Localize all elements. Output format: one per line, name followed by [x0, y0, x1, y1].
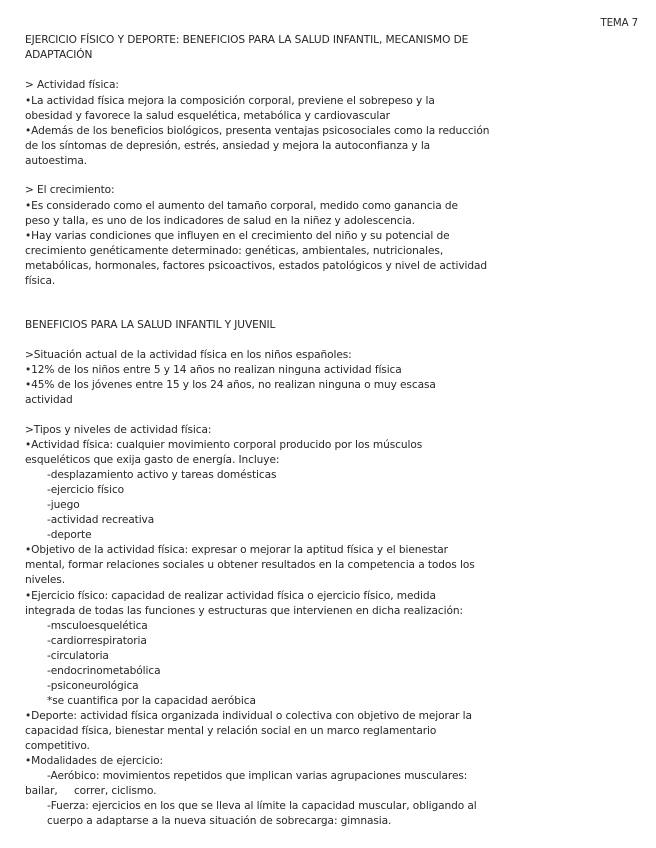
- list-item: -actividad recreativa: [47, 514, 155, 526]
- text-line: •Actividad física: cualquier movimiento corporal producido por los músculos: [25, 439, 423, 451]
- text-line: esqueléticos que exija gasto de energía. Incluye:: [25, 454, 280, 466]
- text-line: •Es considerado como el aumento del tamaño corporal, medido como ganancia de: [25, 200, 458, 212]
- text-line: mental, formar relaciones sociales u obtener resultados en la competencia a todos los: [25, 559, 475, 571]
- text-line: •Modalidades de ejercicio:: [25, 755, 164, 767]
- list-item: -psiconeurológica: [47, 680, 139, 692]
- list-item: -Fuerza: ejercicios en los que se lleva al límite la capacidad muscular, obligando al: [47, 800, 477, 812]
- section-heading-tipos: >Tipos y niveles de actividad física:: [25, 424, 212, 436]
- text-line: •Objetivo de la actividad física: expresar o mejorar la aptitud física y el bienestar: [25, 544, 448, 556]
- text-line: autoestima.: [25, 155, 88, 167]
- section-heading-actividad: > Actividad física:: [25, 79, 119, 91]
- text-line: •Ejercicio físico: capacidad de realizar actividad física o ejercicio físico, medida: [25, 590, 436, 602]
- text-line: actividad: [25, 394, 73, 406]
- text-line: •45% de los jóvenes entre 15 y los 24 años, no realizan ninguna o muy escasa: [25, 379, 436, 391]
- list-item: -cardiorrespiratoria: [47, 635, 147, 647]
- text-line: capacidad física, bienestar mental y relación social en un marco reglamentario: [25, 725, 437, 737]
- list-item: -endocrinometabólica: [47, 665, 161, 677]
- text-line: crecimiento genéticamente determinado: genéticas, ambientales, nutricionales,: [25, 245, 444, 257]
- text-line: •Hay varias condiciones que influyen en el crecimiento del niño y su potencial de: [25, 230, 450, 242]
- topic-label: TEMA 7: [600, 18, 638, 29]
- text-line: física.: [25, 275, 56, 287]
- text-line: integrada de todas las funciones y estructuras que intervienen en dicha realización:: [25, 605, 463, 617]
- text-line: •12% de los niños entre 5 y 14 años no realizan ninguna actividad física: [25, 364, 402, 376]
- text-line: •Deporte: actividad física organizada individual o colectiva con objetivo de mejorar la: [25, 710, 472, 722]
- note-line: *se cuantifica por la capacidad aeróbica: [47, 695, 256, 707]
- list-item: -circulatoria: [47, 650, 109, 662]
- text-line: bailar, correr, ciclismo.: [25, 785, 157, 797]
- section-heading-beneficios: BENEFICIOS PARA LA SALUD INFANTIL Y JUVENIL: [25, 319, 276, 331]
- text-line: de los síntomas de depresión, estrés, ansiedad y mejora la autoconfianza y la: [25, 140, 431, 152]
- text-line: peso y talla, es uno de los indicadores de salud en la niñez y adolescencia.: [25, 215, 415, 227]
- text-line: competitivo.: [25, 740, 90, 752]
- text-line: niveles.: [25, 574, 65, 586]
- list-item: -msculoesquelética: [47, 620, 148, 632]
- text-line: •Además de los beneficios biológicos, presenta ventajas psicosociales como la reducción: [25, 125, 490, 137]
- title-line-2: ADAPTACIÓN: [25, 49, 93, 61]
- section-heading-situacion: >Situación actual de la actividad física en los niños españoles:: [25, 349, 352, 361]
- section-heading-crecimiento: > El crecimiento:: [25, 184, 115, 196]
- text-line: •La actividad física mejora la composición corporal, previene el sobrepeso y la: [25, 95, 435, 107]
- list-item: -Aeróbico: movimientos repetidos que implican varias agrupaciones musculares:: [47, 770, 468, 782]
- title-line-1: EJERCICIO FÍSICO Y DEPORTE: BENEFICIOS PARA LA SALUD INFANTIL, MECANISMO DE: [25, 34, 469, 46]
- list-item: -desplazamiento activo y tareas domésticas: [47, 469, 277, 481]
- text-line: obesidad y favorece la salud esquelética, metabólica y cardiovascular: [25, 110, 390, 122]
- list-item: cuerpo a adaptarse a la nueva situación de sobrecarga: gimnasia.: [47, 815, 392, 827]
- list-item: -ejercicio físico: [47, 484, 125, 496]
- list-item: -deporte: [47, 529, 92, 541]
- text-line: metabólicas, hormonales, factores psicoactivos, estados patológicos y nivel de actividad: [25, 260, 488, 272]
- list-item: -juego: [47, 499, 80, 511]
